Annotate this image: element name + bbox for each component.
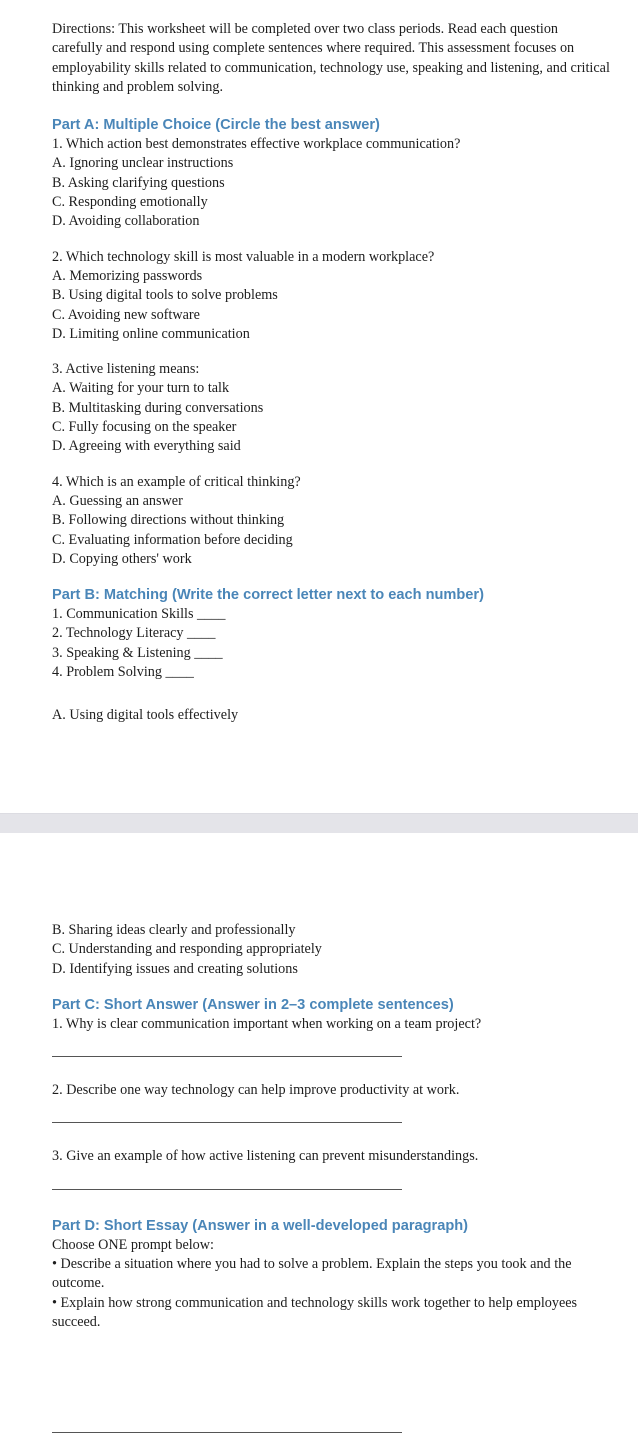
essay-prompt: • Describe a situation where you had to solve a problem. Explain the steps you took and the outcome. <box>52 1256 572 1292</box>
question-block <box>52 360 610 456</box>
question-option: A. Memorizing passwords <box>52 267 203 284</box>
matching-item: 2. Technology Literacy ____ <box>52 625 216 642</box>
essay-prompt: • Explain how strong communication and technology skills work together to help employees succeed. <box>52 1294 578 1330</box>
matching-choices-list-part-two <box>52 833 610 979</box>
part-c-heading: Part C: Short Answer (Answer in 2–3 complete sentences) <box>52 996 454 1013</box>
answer-line[interactable] <box>52 1056 402 1057</box>
matching-choice: B. Sharing ideas clearly and professionally <box>52 922 296 938</box>
question-block <box>52 135 610 231</box>
question-option: D. Limiting online communication <box>52 325 250 342</box>
question-option: C. Fully focusing on the speaker <box>52 419 237 436</box>
question-option: C. Evaluating information before deciding <box>52 531 293 548</box>
directions-paragraph: Directions: This worksheet will be completed over two class periods. Read each question carefully and respond using complete sentences where required. This assessment focuses on employability skills related to communication, technology use, speaking and listening, and critical thinking and problem solving. <box>52 21 610 95</box>
page-break-separator <box>0 813 638 835</box>
question-option: D. Agreeing with everything said <box>52 438 241 455</box>
matching-choice: D. Identifying issues and creating solutions <box>52 960 298 977</box>
part-b-heading: Part B: Matching (Write the correct letter next to each number) <box>52 587 484 604</box>
question-option: C. Responding emotionally <box>52 194 208 211</box>
question-option: C. Avoiding new software <box>52 306 200 323</box>
answer-line[interactable] <box>52 1432 402 1433</box>
part-d-heading: Part D: Short Essay (Answer in a well-developed paragraph) <box>52 1217 469 1234</box>
question-option: B. Following directions without thinking <box>52 512 285 529</box>
essay-instruction: Choose ONE prompt below: <box>52 1236 214 1253</box>
matching-item: 1. Communication Skills ____ <box>52 606 226 623</box>
question-prompt: 2. Which technology skill is most valuable in a modern workplace? <box>52 248 435 265</box>
matching-choice: A. Using digital tools effectively <box>52 707 239 724</box>
short-answer-question: 3. Give an example of how active listening can prevent misunderstandings. <box>52 1148 479 1165</box>
answer-line[interactable] <box>52 1122 402 1123</box>
question-block <box>52 473 610 569</box>
answer-line[interactable] <box>52 1189 402 1190</box>
matching-items-list <box>52 605 610 682</box>
short-answer-question: 2. Describe one way technology can help improve productivity at work. <box>52 1082 460 1099</box>
matching-item: 4. Problem Solving ____ <box>52 664 194 681</box>
document-page-two <box>0 833 638 1444</box>
matching-choices-list-part-one <box>52 706 610 725</box>
question-block <box>52 248 610 344</box>
question-prompt: 3. Active listening means: <box>52 361 200 378</box>
question-option: A. Guessing an answer <box>52 492 183 509</box>
question-option: A. Ignoring unclear instructions <box>52 155 234 172</box>
question-prompt: 4. Which is an example of critical thinking? <box>52 473 301 490</box>
matching-item: 3. Speaking & Listening ____ <box>52 644 223 661</box>
question-option: B. Multitasking during conversations <box>52 399 264 416</box>
question-option: B. Using digital tools to solve problems <box>52 287 278 304</box>
question-option: D. Copying others' work <box>52 550 192 567</box>
question-option: A. Waiting for your turn to talk <box>52 380 230 397</box>
matching-choice: C. Understanding and responding appropriately <box>52 941 322 958</box>
question-option: D. Avoiding collaboration <box>52 213 200 230</box>
short-answer-question: 1. Why is clear communication important when working on a team project? <box>52 1015 482 1032</box>
part-a-heading: Part A: Multiple Choice (Circle the best answer) <box>52 117 380 134</box>
question-option: B. Asking clarifying questions <box>52 174 225 191</box>
question-prompt: 1. Which action best demonstrates effective workplace communication? <box>52 136 461 153</box>
